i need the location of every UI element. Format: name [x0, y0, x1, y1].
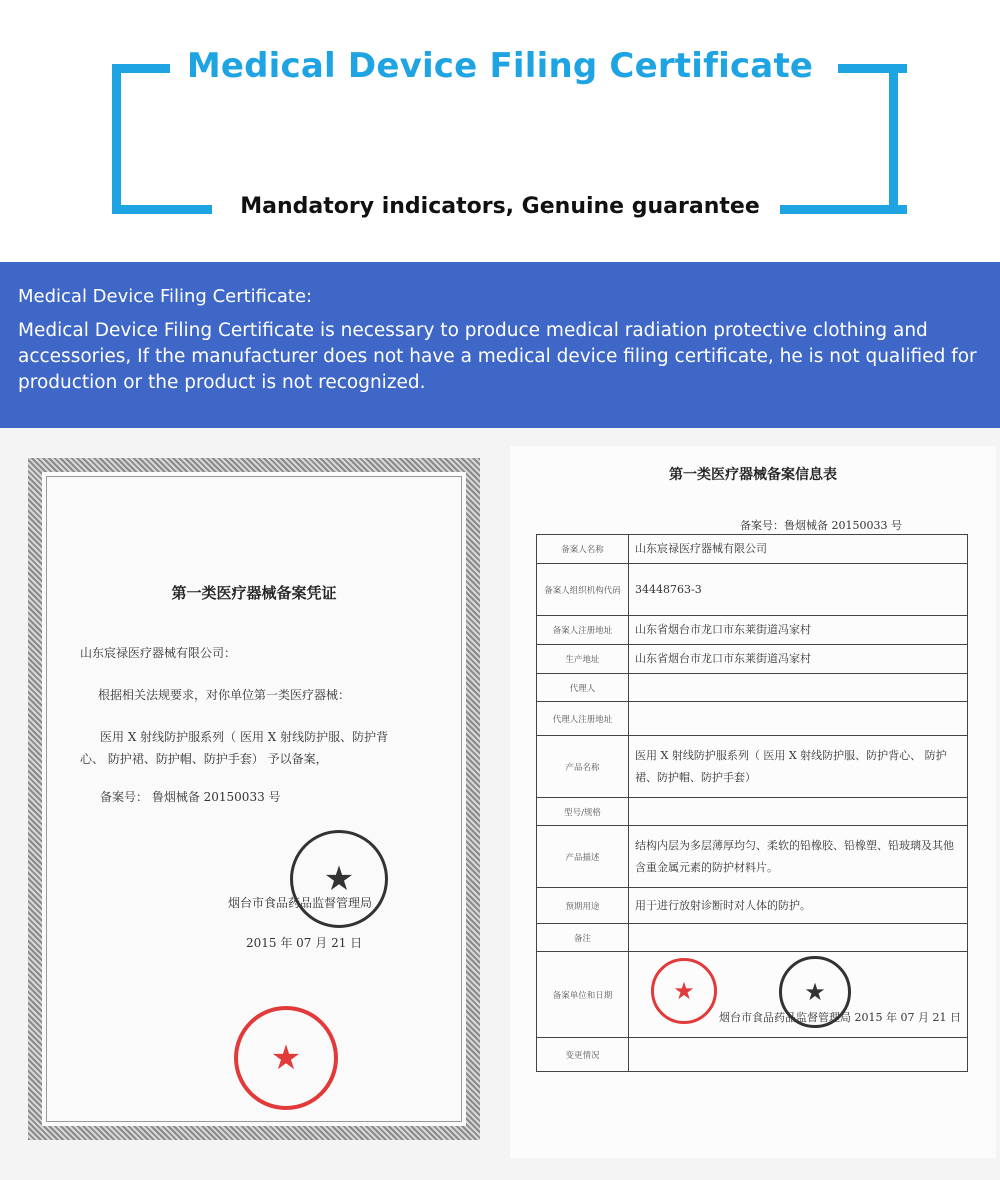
filing-certificate [28, 458, 480, 1140]
table-row [537, 798, 968, 826]
row-value [629, 924, 968, 952]
issuer-and-date: 烟台市食品药品监督管理局 2015 年 07 月 21 日 [719, 1011, 961, 1024]
company-seal-red [234, 1006, 338, 1110]
certificate-issuer: 烟台市食品药品监督管理局 [228, 896, 373, 910]
row-value: 医用 X 射线防护服系列（ 医用 X 射线防护服、防护背心、 防护裙、防护帽、防护手套） [629, 736, 968, 798]
row-label: 备案人组织机构代码 [537, 564, 629, 616]
certificate-title: 第一类医疗器械备案凭证 [171, 584, 337, 602]
row-label: 备案人注册地址 [537, 616, 629, 645]
row-value [629, 674, 968, 702]
table-row [537, 674, 968, 702]
official-seal-black [290, 830, 388, 928]
row-value [629, 1038, 968, 1072]
row-label: 代理人 [537, 674, 629, 702]
table-row [537, 736, 968, 798]
row-value: 34448763-3 [629, 564, 968, 616]
band-body: Medical Device Filing Certificate is necessary to produce medical radiation protective clothing and accessories, If the manufacturer does not have a medical device filing certificate, he is not qualified for production or the product is not recognized. [18, 320, 977, 393]
row-label: 备案人名称 [537, 535, 629, 564]
table-row [537, 1038, 968, 1072]
table-row [537, 645, 968, 674]
star-icon: ★ [673, 977, 695, 1005]
certificate-line-2: 医用 X 射线防护服系列（ 医用 X 射线防护服、防护背 [100, 730, 389, 744]
table-row [537, 826, 968, 888]
official-seal-black [779, 956, 851, 1028]
table-row [537, 924, 968, 952]
table-row [537, 888, 968, 924]
table-row [537, 616, 968, 645]
row-label: 预期用途 [537, 888, 629, 924]
certificate-line-3: 心、 防护裙、防护帽、防护手套） 予以备案， [80, 752, 328, 766]
table-row [537, 702, 968, 736]
row-value [629, 952, 968, 1038]
info-table [536, 534, 968, 1072]
row-label: 备注 [537, 924, 629, 952]
row-value: 山东省烟台市龙口市东莱街道冯家村 [629, 616, 968, 645]
description-band [0, 262, 1000, 428]
table-row [537, 952, 968, 1038]
certificate-addressee: 山东宸禄医疗器械有限公司： [80, 646, 237, 660]
table-row [537, 564, 968, 616]
info-filing-number: 备案号：鲁烟械备 20150033 号 [740, 519, 902, 532]
row-label: 型号/规格 [537, 798, 629, 826]
row-value: 用于进行放射诊断时对人体的防护。 [629, 888, 968, 924]
row-value: 山东省烟台市龙口市东莱街道冯家村 [629, 645, 968, 674]
row-value [629, 798, 968, 826]
table-row [537, 535, 968, 564]
bracket-left [112, 64, 212, 214]
row-label: 产品名称 [537, 736, 629, 798]
bracket-right [838, 64, 898, 214]
certificate-images [0, 428, 1000, 1180]
row-label: 生产地址 [537, 645, 629, 674]
row-label: 备案单位和日期 [537, 952, 629, 1038]
row-value: 山东宸禄医疗器械有限公司 [629, 535, 968, 564]
row-label: 变更情况 [537, 1038, 629, 1072]
certificate-date: 2015 年 07 月 21 日 [246, 936, 363, 950]
info-table-title: 第一类医疗器械备案信息表 [669, 467, 837, 483]
star-icon: ★ [323, 859, 355, 899]
filing-info-sheet [510, 446, 996, 1158]
certificate-filing-number: 备案号： 鲁烟械备 20150033 号 [100, 790, 281, 804]
row-value: 结构内层为多层薄厚均匀、柔软的铅橡胶、铅橡塑、铅玻璃及其他含重金属元素的防护材料片。 [629, 826, 968, 888]
band-heading: Medical Device Filing Certificate: [18, 286, 313, 307]
row-value [629, 702, 968, 736]
header [0, 0, 1000, 262]
page-subtitle: Mandatory indicators, Genuine guarantee [240, 194, 760, 219]
row-label: 代理人注册地址 [537, 702, 629, 736]
star-icon: ★ [270, 1038, 302, 1078]
page-title: Medical Device Filing Certificate [186, 46, 814, 86]
row-label: 产品描述 [537, 826, 629, 888]
certificate-line-1: 根据相关法规要求，对你单位第一类医疗器械： [98, 688, 351, 702]
star-icon: ★ [804, 978, 826, 1006]
company-seal-red [651, 958, 717, 1024]
